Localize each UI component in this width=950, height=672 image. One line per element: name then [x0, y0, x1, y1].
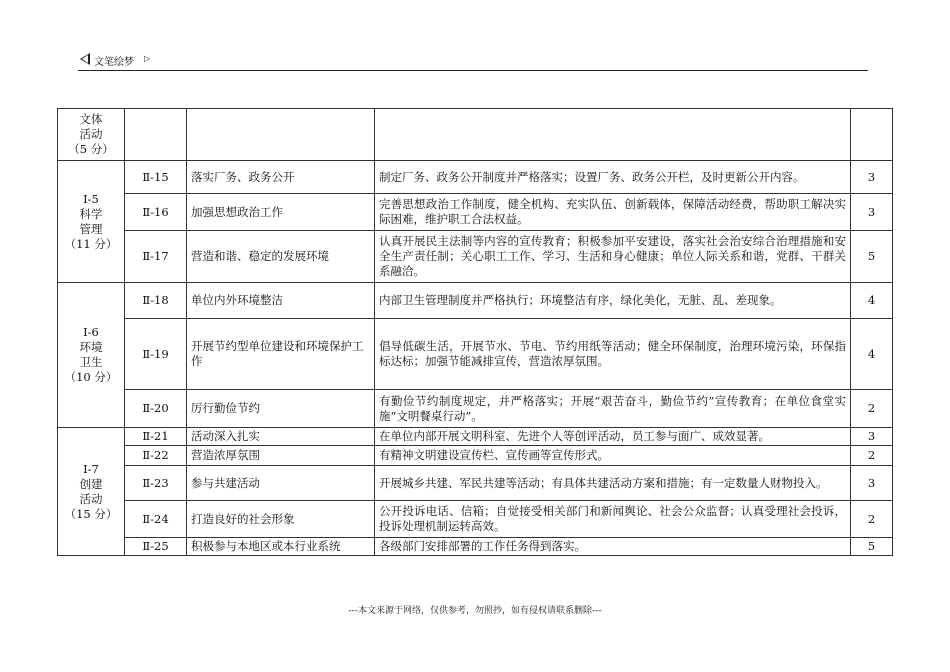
table-row: [58, 109, 893, 161]
item-score: 4: [851, 283, 893, 319]
table-row: [58, 466, 893, 501]
table-row: [58, 161, 893, 194]
category-cell: [58, 109, 125, 161]
item-standard: 完善思想政治工作制度，健全机构、充实队伍、创新载体，保障活动经费，帮助职工解决实际困难，维护职工合法权益。: [375, 194, 851, 231]
item-name: 营造浓厚氛围: [187, 446, 375, 466]
triangle-right-icon: ▷: [144, 54, 151, 63]
item-code: Ⅱ-20: [125, 390, 187, 428]
item-code: Ⅱ-25: [125, 538, 187, 556]
item-standard: 倡导低碳生活，开展节水、节电、节约用纸等活动；健全环保制度，治理环境污染，环保指标达标；加强节能减排宣传，营造浓厚氛围。: [375, 319, 851, 390]
triangle-left-icon: [80, 53, 90, 65]
category-label: 文体 活动 （5 分）: [68, 112, 114, 156]
table-row: [58, 446, 893, 466]
item-name: 活动深入扎实: [187, 428, 375, 446]
item-score: 4: [851, 319, 893, 390]
item-score: 3: [851, 428, 893, 446]
item-name: 积极参与本地区或本行业系统: [187, 538, 375, 556]
item-name: 加强思想政治工作: [187, 194, 375, 231]
item-code: Ⅱ-23: [125, 466, 187, 501]
item-name: 开展节约型单位建设和环境保护工作: [187, 319, 375, 390]
table-row: [58, 428, 893, 446]
item-code: Ⅱ-17: [125, 231, 187, 283]
table-row: [58, 319, 893, 390]
item-name: 单位内外环境整洁: [187, 283, 375, 319]
item-code: Ⅱ-24: [125, 501, 187, 538]
item-standard: 有精神文明建设宣传栏、宣传画等宣传形式。: [375, 446, 851, 466]
item-code: Ⅱ-21: [125, 428, 187, 446]
table-row: [58, 538, 893, 556]
item-score: 5: [851, 538, 893, 556]
item-score: 3: [851, 161, 893, 194]
category-label: Ⅰ-6 环境 卫生 （10 分）: [64, 325, 118, 384]
item-standard: 制定厂务、政务公开制度并严格落实；设置厂务、政务公开栏，及时更新公开内容。: [375, 161, 851, 194]
item-standard: 公开投诉电话、信箱；自觉接受相关部门和新闻舆论、社会公众监督；认真受理社会投诉，投诉处理机制运转高效。: [375, 501, 851, 538]
evaluation-table: [57, 108, 893, 556]
item-score: 2: [851, 446, 893, 466]
table-row: [58, 194, 893, 231]
table-row: [58, 501, 893, 538]
item-standard: 开展城乡共建、军民共建等活动；有具体共建活动方案和措施；有一定数量人财物投入。: [375, 466, 851, 501]
item-standard: 有勤俭节约制度规定，并严格落实；开展“艰苦奋斗，勤俭节约”宣传教育；在单位食堂实施“文明餐桌行动”。: [375, 390, 851, 428]
item-code: Ⅱ-16: [125, 194, 187, 231]
item-code: Ⅱ-18: [125, 283, 187, 319]
table-row: [58, 231, 893, 283]
item-name: 营造和谐、稳定的发展环境: [187, 231, 375, 283]
table-row: [58, 390, 893, 428]
item-name: 打造良好的社会形象: [187, 501, 375, 538]
item-standard: 各级部门安排部署的工作任务得到落实。: [375, 538, 851, 556]
header-title: 文笔绘梦: [94, 57, 134, 68]
page-header: [78, 52, 868, 71]
category-cell: [58, 283, 125, 428]
item-name: 厉行勤俭节约: [187, 390, 375, 428]
item-score: 2: [851, 501, 893, 538]
item-score: 2: [851, 390, 893, 428]
item-score: 5: [851, 231, 893, 283]
category-label: Ⅰ-5 科学 管理 （11 分）: [64, 191, 118, 251]
table-row: [58, 283, 893, 319]
item-standard: 认真开展民主法制等内容的宣传教育；积极参加平安建设，落实社会治安综合治理措施和安全生产责任制；关心职工工作、学习、生活和身心健康；单位人际关系和谐，党群、干群关系融洽。: [375, 231, 851, 283]
item-score: 3: [851, 466, 893, 501]
item-code: Ⅱ-19: [125, 319, 187, 390]
category-cell: [58, 428, 125, 556]
item-score: 3: [851, 194, 893, 231]
item-code: Ⅱ-15: [125, 161, 187, 194]
footer-disclaimer: ---本文来源于网络，仅供参考，勿照抄，如有侵权请联系删除---: [348, 606, 602, 616]
category-label: Ⅰ-7 创建 活动 （15 分）: [64, 461, 118, 521]
item-standard: 在单位内部开展文明科室、先进个人等创评活动，员工参与面广、成效显著。: [375, 428, 851, 446]
item-code: Ⅱ-22: [125, 446, 187, 466]
item-standard: 内部卫生管理制度并严格执行；环境整洁有序，绿化美化，无脏、乱、差现象。: [375, 283, 851, 319]
item-name: 参与共建活动: [187, 466, 375, 501]
category-cell: [58, 161, 125, 283]
item-name: 落实厂务、政务公开: [187, 161, 375, 194]
